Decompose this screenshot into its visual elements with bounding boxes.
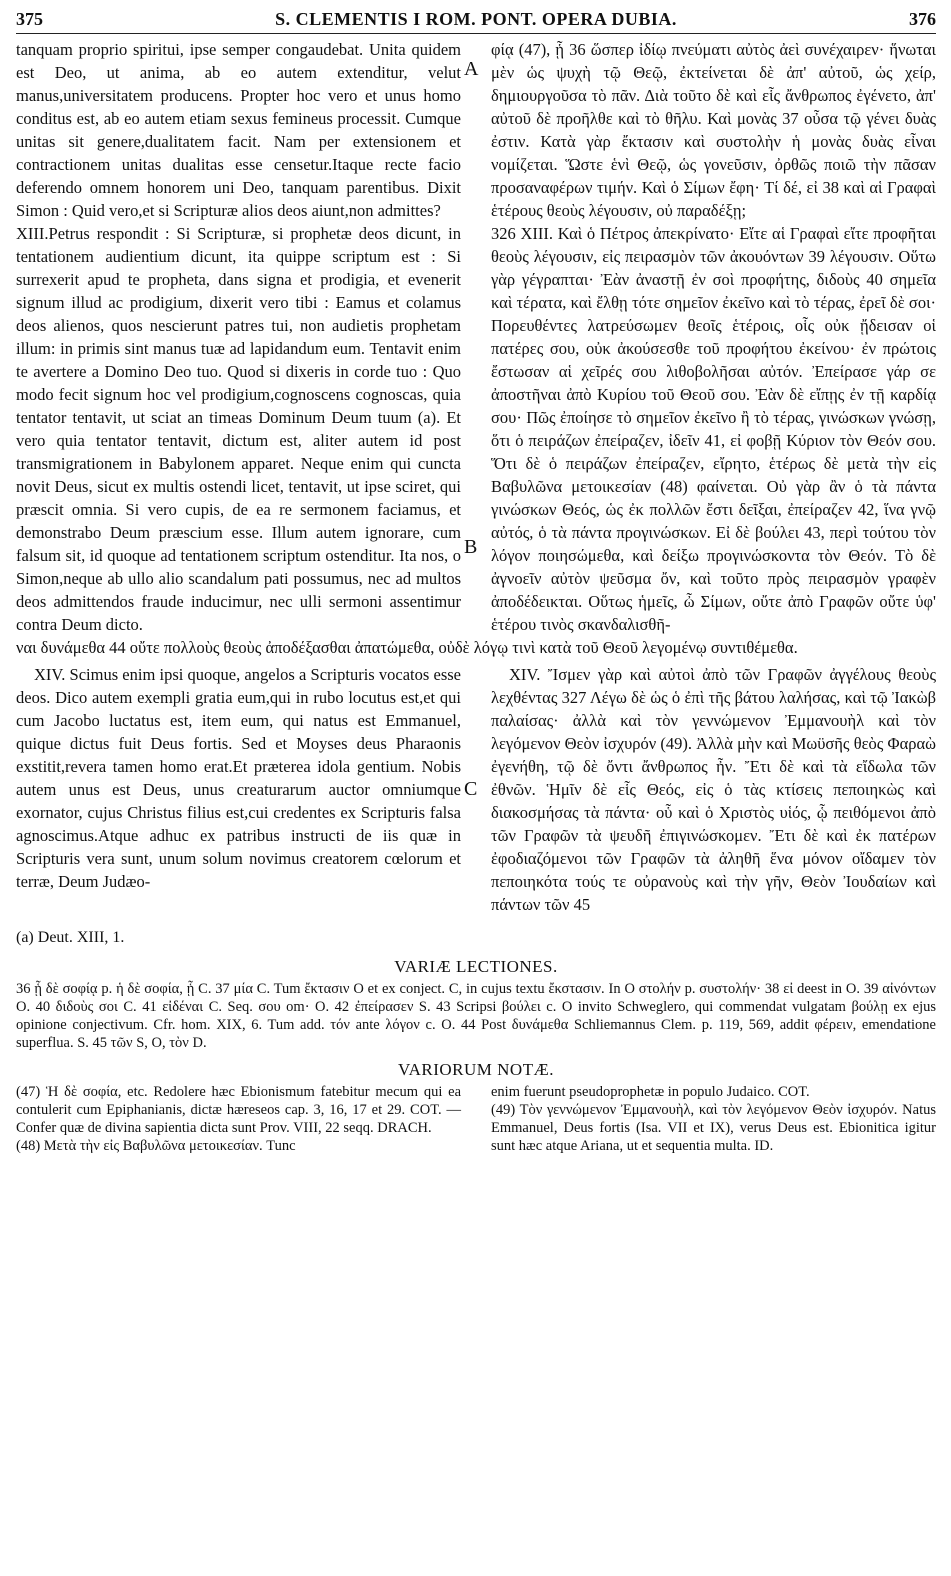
notes-right-column <box>491 1083 936 1155</box>
greek-paragraph-xiv: XIV. Ἴσμεν γὰρ καὶ αὐτοὶ ἀπὸ τῶν Γραφῶν ἀγγέλους θεοὺς λεχθέντας 327 Λέγω δὲ ὡς ὁ ἐπὶ τῆς βάτου λαλήσας, καὶ τῷ Ἰακὼβ παλαίσας· ἀλλὰ καὶ τὸν γεννώμενον Ἐμμανουὴλ καὶ τὸν λεγόμενον Θεὸν ἰσχυρόν (49). Ἀλλὰ μὴν καὶ Μωϋσῆς θεὸς Φαραὼ ἐγενήθη, τῷ δὲ ὄντι ἄνθρωπος ἦν. Ἔτι δὲ καὶ τὰ εἴδωλα τῶν ἐθνῶν. Ἡμῖν δὲ εἷς Θεός, εἰς ὁ τὰς κτίσεις πεποιηκὼς καὶ διακοσμήσας τὰ πάντα· οὗ καὶ ὁ Χριστὸς υἱός, ᾧ πειθόμενοι ἀπὸ τῶν Γραφῶν τὰ ψευδῆ ἐπιγινώσκομεν. Ἔτι δὲ καὶ ἐκ πατέρων ἐφοδιαζόμενοι τῶν Γραφῶν τὰ ἀληθῆ ἕνα μόνον οἴδαμεν τὸν πεποιηκότα τούς τε οὐρανοὺς καὶ τὴν γῆν, Θεὸν Ἰουδαίων καὶ πάντων τῶν 45 <box>491 665 936 914</box>
margin-letter-b: B <box>464 536 478 558</box>
variae-lectiones-text: 36 ᾗ δὲ σοφίᾳ p. ἡ δὲ σοφία, ᾗ C. 37 μία C. Tum ἔκτασιν O et ex conject. C, in cujus textu ἔκστασιν. In O στολήν p. συστολήν· 38 εἰ deest in O. 39 αἰνόντων O. 40 διδοὺς σοι C. 41 εἰδέναι C. Seq. σου om· O. 42 ἐπείρασεν S. 43 Scripsi βούλει c. O invito Schweglero, qui commendat vulgatam βούλῃ ex ejus opinione conjectivum. Cfr. hom. XIX, 6. Tum add. τόν ante λόγον c. O. 44 Post δυνάμεθα Schliemannus Clem. p. 119, 569, addit φέρειν, emendatione superflua. S. 45 τῶν S, O, τὸν D. <box>16 981 936 1051</box>
note-47: (47) Ἡ δὲ σοφία, etc. Redolere hæc Ebionismum fatebitur mecum qui ea contulerit cum Epiphanianis, dictæ hæreseos cap. 3, 16, 17 et 29. COT. — Confer quæ de divina sapientia dicta sunt Prov. VIII, 22 seqq. DRACH. <box>16 1084 461 1136</box>
latin-column <box>16 38 461 636</box>
footnote-a: (a) Deut. XIII, 1. <box>16 929 125 946</box>
greek-fullwidth-line: ναι δυνάμεθα 44 οὔτε πολλοὺς θεοὺς ἀποδέξασθαι ἀπατώμεθα, οὐδὲ λόγῳ τινὶ κατὰ τοῦ Θεοῦ λεγομένῳ συντιθέμεθα. <box>16 638 798 657</box>
greek-column <box>491 38 936 636</box>
page-header <box>16 8 936 34</box>
notes-columns <box>16 1083 936 1155</box>
notes-left-column <box>16 1083 461 1155</box>
greek-column-xiv <box>491 663 936 916</box>
margin-letter-a: A <box>464 58 479 80</box>
running-title: S. CLEMENTIS I ROM. PONT. OPERA DUBIA. <box>275 9 677 29</box>
margin-letter-c: C <box>464 778 478 800</box>
latin-paragraph-xiii: XIII.Petrus respondit : Si Scripturæ, si prophetæ deos dicunt, in tentationem audientium dicunt, ita quippe scriptum est : Si surrexerit apud te propheta, dans signa et prodigia, et evenerit signum illud ac prodigium, dixerit vero tibi : Eamus et colamus deos alienos, quos nescierunt patres tui, non audietis prophetam illum: in primis sint manus tuæ ad lapidandum eum. Tentavit enim te avertere a Domino Deo tuo. Quod si dixeris in corde tuo : Quo modo fecit signum hoc vel prodigium,cognoscens cognoscas, quia tentator tentavit, ut sciat an timeas Dominum Deum tuum (a). Et vero quia tentator tentavit, dictum est, aliter autem id post transmigrationem in Babylonem apparet. Neque enim qui cuncta novit Deus, sicut ex multis ostendi licet, tentavit, ut ipse sciret, qui præscit omnia. Si vero cupis, de ea re sermonem faciamus, et demonstrabo Deum præscium esse. Illum autem ignorare, cum falsum sit, id quoque ad tentationem scriptum ostenditur. Ita nos, o Simon,neque ab ullo alio scandalum pati possumus, nec ad multos deos admittendos fraude inducimur, nec ulli sermoni assentimur contra Deum dicto. <box>16 224 461 634</box>
page <box>16 8 936 1155</box>
right-page-number: 376 <box>909 9 936 29</box>
left-page-number: 375 <box>16 9 43 29</box>
note-48: (48) Μετὰ τὴν εἰς Βαβυλῶνα μετοικεσίαν. Tunc <box>16 1138 296 1154</box>
latin-paragraph-top: tanquam proprio spiritui, ipse semper congaudebat. Unita quidem est Deo, ut anima, ab eo autem extenditur, velut manus,universitatem producens. Propter hoc vero et unus homo conditus est, ab eo autem etiam sexus femineus processit. Cumque unitas sit genere,dualitatem facit. Nam per extensionem et contractionem unitas dualitas esse censetur.Itaque recte facio deferendo omnem honorem uni Deo, tanquam parentibus. Dixit Simon : Quid vero,et si Scripturæ alios deos aiunt,non admittes? <box>16 40 461 220</box>
latin-column-xiv <box>16 663 461 916</box>
note-49: (49) Τὸν γεννώμενον Ἐμμανουὴλ, καὶ τὸν λεγόμενον Θεὸν ἰσχυρόν. Natus Emmanuel, Deus fortis (Isa. VII et IX), verus Deus est. Ebionitica igitur sunt hæc atque Ariana, ut et sequentia multa. ID. <box>491 1102 936 1154</box>
note-48-continued: enim fuerunt pseudoprophetæ in populo Judaico. COT. <box>491 1084 810 1100</box>
variorum-notae-heading: VARIORUM NOTÆ. <box>398 1060 554 1079</box>
greek-paragraph-top: φίᾳ (47), ᾗ 36 ὥσπερ ἰδίῳ πνεύματι αὐτὸς ἀεὶ συνέχαιρεν· ἥνωται μὲν ὡς ψυχὴ τῷ Θεῷ, ἐκτείνεται δὲ ἀπ' αὐτοῦ, ὡς χείρ, δημιουργοῦσα τὸ πᾶν. Διὰ τοῦτο δὲ καὶ εἷς ἄνθρωπος ἐγένετο, ἀπ' αὐτοῦ δὲ προῆλθε καὶ τὸ θῆλυ. Καὶ μονὰς 37 οὖσα τῷ γένει δυὰς ἐστιν. Κατὰ γὰρ ἔκτασιν καὶ συστολὴν ἡ μονὰς δυὰς εἶναι νομίζεται. Ὥστε ἑνὶ Θεῷ, ὡς γονεῦσιν, ὀρθῶς ποιῶ τὴν πᾶσαν προσαναφέρων τιμήν. Καὶ ὁ Σίμων ἔφη· Τί δέ, εἰ 38 καὶ αἱ Γραφαὶ ἑτέρους θεοὺς λέγουσιν, οὐ παραδέξῃ; <box>491 40 936 220</box>
greek-paragraph-xiii: 326 XIII. Καὶ ὁ Πέτρος ἀπεκρίνατο· Εἴτε αἱ Γραφαὶ εἴτε προφῆται θεοὺς λέγουσιν, εἰς πειρασμὸν τῶν ἀκουόντων 39 λέγουσιν. Οὕτω γὰρ γέγραπται· Ἐὰν ἀναστῇ ἐν σοὶ προφήτης, διδοὺς 40 σημεῖα καὶ τέρατα, καὶ ἔλθῃ τότε σημεῖον ἐκεῖνο καὶ τὸ τέρας, ἐρεῖ δὲ σοι· Πορευθέντες λατρεύσωμεν θεοῖς ἑτέροις, οἷς οὐκ ᾔδεισαν οἱ πατέρες σου, οὐκ ἀκούσεσθε τοῦ προφήτου ἐκείνου· ἐν πρώτοις ἔστωσαν αἱ χεῖρές σου λιθοβολῆσαι αὐτόν. Ἐπείρασε γάρ σε ἀποστῆναι ἀπὸ Κυρίου τοῦ Θεοῦ σου. Ἐὰν δὲ εἴπῃς ἐν τῇ καρδίᾳ σου· Πῶς ἐποίησε τὸ σημεῖον ἐκεῖνο ἢ τὸ τέρας, γινώσκων γνώσῃ, ὅτι ὁ πειράζων ἐπείραζεν, ἰδεῖν 41, εἰ φοβῇ Κύριον τὸν Θεόν σου. Ὅτι δὲ ὁ πειράζων ἐπείραζεν, εἴρητο, ἑτέρως δὲ μετὰ τὴν εἰς Βαβυλῶνα μετοικεσίαν (48) φαίνεται. Οὐ γὰρ ἂν ὁ τὰ πάντα γινώσκων Θεός, ὡς ἐκ πολλῶν ἔστι δεῖξαι, ἐπείραζεν 42, ἵνα γνῷ αὐτός, ὁ τὰ πάντα προγινώσκων. Εἰ δὲ βούλει 43, περὶ τούτου τὸν λόγον ποιησώμεθα, καὶ δείξω προγινώσκοντα τὸν Θεόν. Τὸ δὲ ἀγνοεῖν αὐτὸν ψεῦσμα ὄν, καὶ τοῦτο πρὸς πειρασμὸν γραφὲν ἀποδέδεικται. Οὕτως ἡμεῖς, ὦ Σίμων, οὔτε ἀπὸ Γραφῶν οὔτε ὑφ' ἑτέρου τινὸς σκανδαλισθῆ- <box>491 224 936 634</box>
variae-lectiones-heading: VARIÆ LECTIONES. <box>394 957 558 976</box>
latin-paragraph-xiv: XIV. Scimus enim ipsi quoque, angelos a Scripturis vocatos esse deos. Dico autem exempli gratia eum,qui in rubo locutus est,et qui cum Jacobo luctatus est, item eum, qui natus est Emmanuel, quique dictus fuit Deus fortis. Sed et Moyses deus Pharaonis exstitit,revera tamen homo erat.Et præterea idola gentium. Nobis autem unus est Deus, unus creaturarum auctor omniumque exornator, cujus Christus filius est,cui credentes ex Scripturis falsa agnoscimus.Atque adhuc ex patribus instructi de iis quæ in Scripturis vera sunt, unum solum novimus creatorem cœlorum et terræ, Deum Judæo- <box>16 665 461 891</box>
